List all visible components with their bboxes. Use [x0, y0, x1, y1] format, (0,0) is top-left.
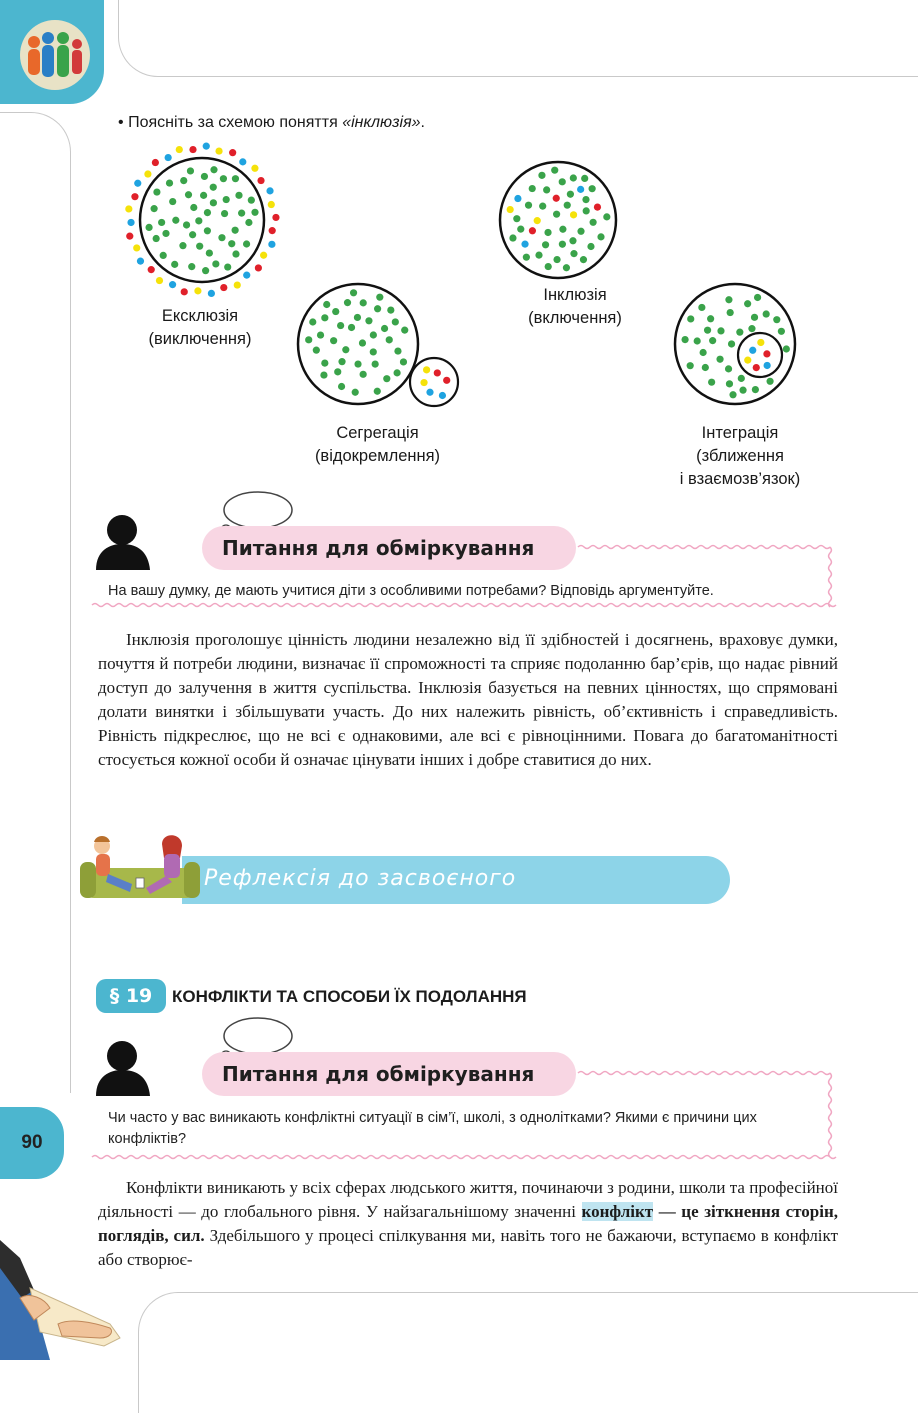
dot — [359, 339, 366, 346]
dot — [317, 331, 324, 338]
dot — [727, 309, 734, 316]
label-exclusion: Ексклюзія (виключення) — [148, 307, 252, 348]
dot — [171, 261, 178, 268]
question-title-1: Питання для обміркування — [202, 526, 576, 570]
dot — [372, 360, 379, 367]
dot — [394, 347, 401, 354]
segregation-circle — [298, 284, 418, 404]
dot — [320, 371, 327, 378]
outer-dot — [268, 201, 275, 208]
outer-dot — [266, 187, 273, 194]
dot — [243, 240, 250, 247]
outer-dot — [208, 290, 215, 297]
dot — [751, 314, 758, 321]
reflection-title: Рефлексія до засвоєного — [204, 866, 517, 891]
dot — [420, 379, 427, 386]
dot — [228, 240, 235, 247]
dot — [338, 358, 345, 365]
dot — [744, 300, 751, 307]
dot — [687, 362, 694, 369]
outer-dot — [125, 205, 132, 212]
dot — [374, 388, 381, 395]
dot — [700, 349, 707, 356]
segregation-small-circle — [410, 358, 458, 406]
dot — [709, 337, 716, 344]
dot — [352, 389, 359, 396]
dot — [681, 336, 688, 343]
dot — [521, 241, 528, 248]
conflict-term: конфлікт — [581, 1202, 654, 1221]
dot — [212, 260, 219, 267]
dot — [220, 175, 227, 182]
label-integration: Інтеграція (зближення і взаємозв’язок) — [679, 424, 801, 488]
dot — [206, 249, 213, 256]
dot — [757, 339, 764, 346]
dot — [543, 186, 550, 193]
dot — [309, 318, 316, 325]
dot — [687, 315, 694, 322]
dot — [334, 368, 341, 375]
dot — [360, 299, 367, 306]
people-logo-icon — [20, 20, 90, 90]
dot — [190, 204, 197, 211]
dot — [538, 172, 545, 179]
question-text-2: Чи часто у вас виникають конфліктні ситуації в сім’ї, школі, з однолітками? Якими є причини цих конфліктів? — [108, 1110, 757, 1147]
dot — [235, 192, 242, 199]
outer-dot — [176, 146, 183, 153]
dot — [321, 314, 328, 321]
paragraph-conflicts: Конфлікти виникають у всіх сферах людського життя, починаючи з родини, школи та професійної діяльності — до глобального рівня. У найзагальнішому значенні конфлікт — це зіткнення сторін, поглядів, сил. Здебільшого у процесі спілкування ми, навіть того не бажаючи, вступаємо в конфлікт або створює- — [98, 1178, 838, 1269]
dot — [597, 233, 604, 240]
dot — [736, 329, 743, 336]
dot — [185, 191, 192, 198]
dot — [570, 174, 577, 181]
dot — [514, 195, 521, 202]
dot — [370, 331, 377, 338]
dot — [195, 217, 202, 224]
dot — [507, 206, 514, 213]
instruction: • Поясніть за схемою поняття «інклюзія». — [118, 114, 425, 131]
dot — [383, 375, 390, 382]
inclusion-term: «інклюзія» — [342, 114, 421, 131]
dot — [348, 324, 355, 331]
label-segregation: Сегрегація (відокремлення) — [314, 424, 441, 465]
dot — [189, 231, 196, 238]
dot — [725, 296, 732, 303]
outer-dot — [203, 143, 210, 150]
dot — [321, 359, 328, 366]
dot — [313, 347, 320, 354]
dot — [344, 299, 351, 306]
dot — [179, 242, 186, 249]
dot — [577, 228, 584, 235]
page-frame-top — [118, 0, 918, 77]
dot — [553, 256, 560, 263]
dot — [698, 304, 705, 311]
dot — [183, 221, 190, 228]
dot — [542, 241, 549, 248]
dot — [200, 192, 207, 199]
outer-dot — [255, 264, 262, 271]
dot — [392, 318, 399, 325]
dot — [773, 316, 780, 323]
dot — [439, 392, 446, 399]
dot — [544, 229, 551, 236]
outer-dot — [243, 272, 250, 279]
dot — [559, 226, 566, 233]
outer-dot — [152, 159, 159, 166]
dot — [748, 325, 755, 332]
outer-dot — [131, 193, 138, 200]
dot — [752, 386, 759, 393]
dot — [196, 243, 203, 250]
dot — [153, 235, 160, 242]
dot — [694, 337, 701, 344]
dot — [739, 387, 746, 394]
dot — [394, 369, 401, 376]
dot — [749, 347, 756, 354]
dot — [386, 336, 393, 343]
dot — [224, 263, 231, 270]
dot — [581, 175, 588, 182]
outer-dot — [260, 252, 267, 259]
dot — [338, 383, 345, 390]
dot — [223, 196, 230, 203]
dot — [728, 340, 735, 347]
outer-dot — [268, 241, 275, 248]
dot — [204, 209, 211, 216]
dot — [401, 327, 408, 334]
outer-dot — [239, 158, 246, 165]
dot — [725, 365, 732, 372]
paragraph-inclusion: Інклюзія проголошує цінність людини незалежно від її здібностей і досягнень, враховує думки, почуття й потреби людини, визначає її спроможності та сприяє подоланню бар’єрів, що надає рівний доступ до залучення в життя суспільства. Інклюзія базується на певних цінностях, що спрямовані долати винятки і збільшувати участь. До них належить рівність, об’єктивність і справедливість. Рівність підкреслює, що не всі є однаковими, але всі є рівноцінними. Повага до багатоманітності стосується кожної особи й означає цінувати інших і добре ставитися до них. — [98, 630, 838, 769]
dot — [559, 241, 566, 248]
outer-dot — [269, 227, 276, 234]
dot — [583, 207, 590, 214]
dot — [337, 322, 344, 329]
outer-dot — [169, 281, 176, 288]
dot — [717, 327, 724, 334]
dot — [232, 227, 239, 234]
dot — [569, 237, 576, 244]
dot — [726, 380, 733, 387]
outer-dot — [134, 180, 141, 187]
outer-dot — [148, 266, 155, 273]
inclusion-diagram — [0, 140, 918, 420]
dot — [603, 213, 610, 220]
dot — [330, 337, 337, 344]
dot — [210, 199, 217, 206]
dot — [513, 215, 520, 222]
dot — [169, 198, 176, 205]
label-inclusion: Інклюзія (включення) — [528, 286, 622, 327]
dot — [201, 173, 208, 180]
dot — [400, 358, 407, 365]
outer-dot — [156, 277, 163, 284]
dot — [590, 219, 597, 226]
dot — [218, 234, 225, 241]
dot — [187, 167, 194, 174]
dot — [188, 263, 195, 270]
dot — [564, 202, 571, 209]
dot — [354, 314, 361, 321]
sofa-people-illustration-icon — [80, 834, 200, 908]
dot — [162, 230, 169, 237]
dot — [589, 185, 596, 192]
dot — [738, 375, 745, 382]
dot — [702, 364, 709, 371]
outer-dot — [137, 258, 144, 265]
dot — [567, 191, 574, 198]
dot — [766, 378, 773, 385]
dot — [166, 179, 173, 186]
dot — [172, 217, 179, 224]
dot — [509, 234, 516, 241]
outer-dot — [272, 214, 279, 221]
dot — [210, 166, 217, 173]
dot — [374, 305, 381, 312]
dot — [387, 307, 394, 314]
outer-dot — [215, 147, 222, 154]
dot — [248, 197, 255, 204]
dot — [158, 219, 165, 226]
dot — [434, 369, 441, 376]
dot — [539, 203, 546, 210]
dot — [587, 243, 594, 250]
outer-dot — [257, 177, 264, 184]
page-number: 90 — [0, 1107, 64, 1179]
dot — [534, 217, 541, 224]
bullet: • — [118, 114, 124, 131]
dot — [783, 345, 790, 352]
dot — [160, 252, 167, 259]
dot — [350, 289, 357, 296]
outer-dot — [189, 146, 196, 153]
dot — [753, 364, 760, 371]
dot — [707, 315, 714, 322]
outer-dot — [144, 170, 151, 177]
dot — [376, 294, 383, 301]
dot — [523, 254, 530, 261]
dot — [342, 346, 349, 353]
dot — [443, 377, 450, 384]
dot — [332, 308, 339, 315]
dot — [551, 167, 558, 174]
dot — [517, 226, 524, 233]
outer-dot — [181, 288, 188, 295]
dot — [570, 250, 577, 257]
dot — [535, 252, 542, 259]
dot — [423, 366, 430, 373]
dot — [754, 294, 761, 301]
dot — [580, 256, 587, 263]
dot — [145, 224, 152, 231]
dot — [594, 204, 601, 211]
dot — [553, 211, 560, 218]
outer-dot — [133, 244, 140, 251]
question-title-2: Питання для обміркування — [202, 1052, 576, 1096]
dot — [251, 209, 258, 216]
dot — [151, 205, 158, 212]
dot — [744, 357, 751, 364]
dot — [238, 210, 245, 217]
question-text-1: На вашу думку, де мають учитися діти з особливими потребами? Відповідь аргументуйте. — [108, 583, 714, 599]
dot — [202, 267, 209, 274]
conflict-definition: — це зіткнення сторін, поглядів, сил. — [98, 1202, 838, 1245]
dot — [305, 336, 312, 343]
dot — [764, 362, 771, 369]
dot — [778, 328, 785, 335]
dot — [323, 301, 330, 308]
dot — [570, 211, 577, 218]
page-frame-bottom — [138, 1292, 918, 1413]
section-title: КОНФЛІКТИ ТА СПОСОБИ ЇХ ПОДОЛАННЯ — [172, 987, 527, 1006]
dot — [525, 202, 532, 209]
dot — [210, 184, 217, 191]
outer-dot — [165, 154, 172, 161]
outer-dot — [126, 233, 133, 240]
outer-dot — [234, 281, 241, 288]
dot — [153, 188, 160, 195]
dot — [360, 371, 367, 378]
outer-dot — [251, 165, 258, 172]
dot — [529, 227, 536, 234]
dot — [354, 360, 361, 367]
dot — [204, 227, 211, 234]
section-badge: § 19 — [96, 979, 166, 1013]
dot — [582, 196, 589, 203]
dot — [370, 348, 377, 355]
dot — [763, 310, 770, 317]
dot — [529, 185, 536, 192]
outer-dot — [229, 149, 236, 156]
dot — [180, 177, 187, 184]
dot — [381, 325, 388, 332]
dot — [553, 195, 560, 202]
outer-dot — [220, 284, 227, 291]
dot — [245, 219, 252, 226]
dot — [577, 186, 584, 193]
dot — [729, 391, 736, 398]
outer-dot — [194, 287, 201, 294]
dot — [708, 379, 715, 386]
outer-dot — [127, 219, 134, 226]
dot — [559, 178, 566, 185]
question-box-border-1 — [90, 535, 850, 615]
dot — [563, 264, 570, 271]
dot — [232, 250, 239, 257]
dot — [232, 175, 239, 182]
dot — [365, 317, 372, 324]
dot — [221, 210, 228, 217]
hands-writing-illustration-icon — [0, 1228, 125, 1360]
dot — [426, 389, 433, 396]
dot — [545, 263, 552, 270]
dot — [716, 356, 723, 363]
dot — [763, 350, 770, 357]
dot — [704, 327, 711, 334]
